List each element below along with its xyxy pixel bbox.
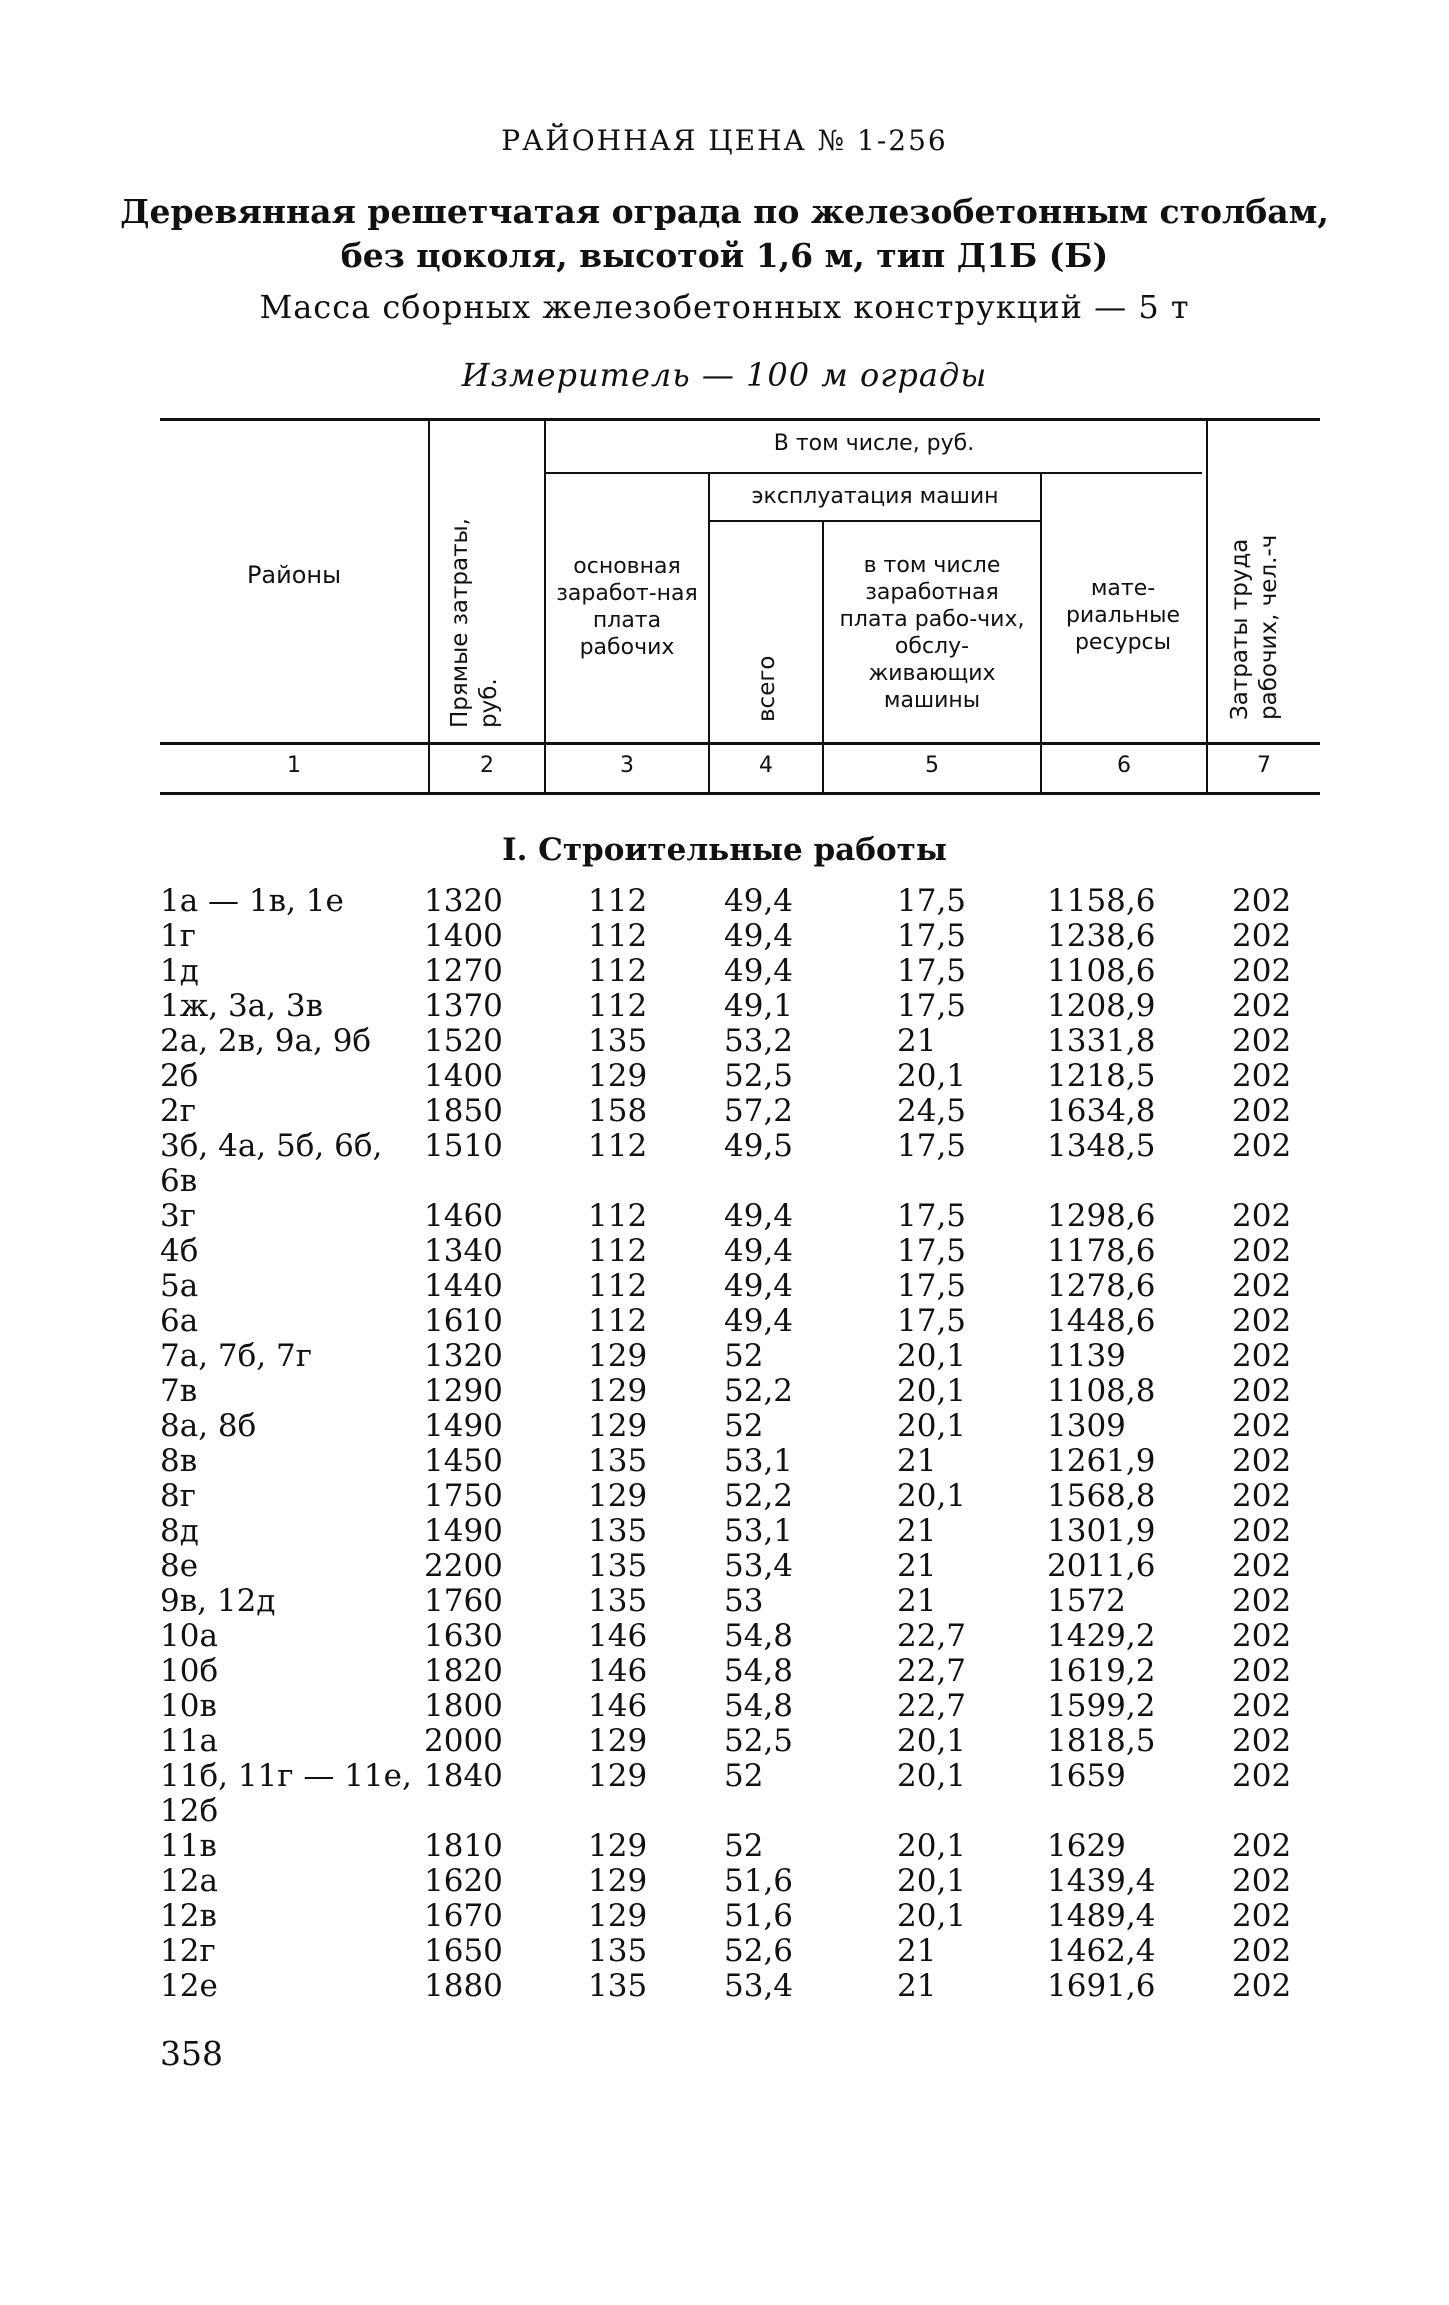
cell-base-wage: 135 — [588, 1933, 648, 1969]
cell-machine-wage: 17,5 — [897, 1233, 967, 1269]
table-row — [0, 1619, 1449, 1654]
cell-district: 11а — [160, 1723, 218, 1759]
table-row — [0, 1864, 1449, 1899]
cell-base-wage: 135 — [588, 1023, 648, 1059]
table-row — [0, 1758, 1449, 1829]
cell-labor: 202 — [1232, 1548, 1292, 1584]
cell-materials: 1208,9 — [1047, 988, 1156, 1024]
cell-machines-total: 49,5 — [724, 1128, 794, 1164]
table-row — [0, 1128, 1449, 1199]
header-mid-rule — [160, 742, 1320, 745]
table-row — [0, 1304, 1449, 1339]
machines-rule — [710, 520, 1040, 522]
cell-base-wage: 135 — [588, 1968, 648, 2004]
cell-direct-costs: 1320 — [424, 1338, 503, 1374]
cell-direct-costs: 1670 — [424, 1898, 503, 1934]
table-row — [0, 1584, 1449, 1619]
cell-direct-costs: 1290 — [424, 1373, 503, 1409]
table-row — [0, 1689, 1449, 1724]
cell-labor: 202 — [1232, 1968, 1292, 2004]
column-number-6: 6 — [1117, 753, 1131, 778]
cell-direct-costs: 1370 — [424, 988, 503, 1024]
cell-labor: 202 — [1232, 1618, 1292, 1654]
cell-base-wage: 129 — [588, 1723, 648, 1759]
table-row — [0, 1514, 1449, 1549]
table-row — [0, 1934, 1449, 1969]
header-machine-wage: в том числе заработная плата рабо-чих, обслу-живающих машины — [839, 553, 1025, 713]
title-line-2: без цоколя, высотой 1,6 м, тип Д1Б (Б) — [340, 236, 1109, 275]
cell-direct-costs: 1460 — [424, 1198, 503, 1234]
cell-machine-wage: 20,1 — [897, 1478, 967, 1514]
cell-labor: 202 — [1232, 1093, 1292, 1129]
cell-machines-total: 53 — [724, 1583, 764, 1619]
column-number-1: 1 — [287, 753, 301, 778]
cell-machine-wage: 21 — [897, 1023, 937, 1059]
cell-labor: 202 — [1232, 1583, 1292, 1619]
measure-note: Измеритель — 100 м ограды — [461, 356, 988, 394]
cell-machines-total: 49,4 — [724, 883, 794, 919]
cell-machine-wage: 20,1 — [897, 1408, 967, 1444]
cell-district-continued: 12б — [160, 1793, 219, 1829]
cell-base-wage: 112 — [588, 953, 648, 989]
cell-materials: 1659 — [1047, 1758, 1126, 1794]
cell-base-wage: 112 — [588, 1198, 648, 1234]
price-heading: РАЙОННАЯ ЦЕНА № 1-256 — [501, 124, 948, 157]
cell-direct-costs: 1490 — [424, 1408, 503, 1444]
cell-machines-total: 51,6 — [724, 1898, 794, 1934]
cell-machine-wage: 22,7 — [897, 1618, 967, 1654]
cell-base-wage: 135 — [588, 1583, 648, 1619]
table-row — [0, 1549, 1449, 1584]
cell-machines-total: 54,8 — [724, 1653, 794, 1689]
cell-direct-costs: 1440 — [424, 1268, 503, 1304]
cell-labor: 202 — [1232, 1198, 1292, 1234]
page-title — [0, 190, 1449, 278]
cell-district: 1г — [160, 918, 196, 954]
table-row — [0, 1374, 1449, 1409]
cell-district: 5а — [160, 1268, 199, 1304]
cell-machine-wage: 20,1 — [897, 1898, 967, 1934]
table-row — [0, 1969, 1449, 2004]
cell-district-continued: 6в — [160, 1163, 198, 1199]
cell-materials: 1278,6 — [1047, 1268, 1156, 1304]
cell-materials: 1218,5 — [1047, 1058, 1156, 1094]
cell-machines-total: 49,4 — [724, 1303, 794, 1339]
cell-machine-wage: 21 — [897, 1968, 937, 2004]
cell-labor: 202 — [1232, 1513, 1292, 1549]
cell-base-wage: 135 — [588, 1513, 648, 1549]
cell-direct-costs: 1400 — [424, 918, 503, 954]
cell-materials: 1139 — [1047, 1338, 1126, 1374]
section-title: I. Строительные работы — [502, 832, 947, 868]
cell-materials: 1568,8 — [1047, 1478, 1156, 1514]
cell-machine-wage: 24,5 — [897, 1093, 967, 1129]
divider-1 — [428, 420, 430, 792]
cell-labor: 202 — [1232, 988, 1292, 1024]
cell-machines-total: 51,6 — [724, 1863, 794, 1899]
cell-labor: 202 — [1232, 1933, 1292, 1969]
cell-district: 11б, 11г — 11е, — [160, 1758, 412, 1794]
cell-materials: 1429,2 — [1047, 1618, 1156, 1654]
cell-district: 2г — [160, 1093, 196, 1129]
header-group: В том числе, руб. — [773, 431, 975, 456]
cell-direct-costs: 1880 — [424, 1968, 503, 2004]
cell-direct-costs: 1650 — [424, 1933, 503, 1969]
cell-materials: 1301,9 — [1047, 1513, 1156, 1549]
cell-base-wage: 112 — [588, 1128, 648, 1164]
header-machines-total: всего — [754, 655, 780, 722]
cell-base-wage: 129 — [588, 1408, 648, 1444]
cell-district: 4б — [160, 1233, 199, 1269]
cell-base-wage: 129 — [588, 1478, 648, 1514]
cell-direct-costs: 1810 — [424, 1828, 503, 1864]
cell-district: 10в — [160, 1688, 217, 1724]
cell-machines-total: 49,1 — [724, 988, 794, 1024]
divider-5 — [1040, 474, 1042, 792]
cell-district: 7в — [160, 1373, 198, 1409]
cell-machines-total: 49,4 — [724, 1233, 794, 1269]
cell-machine-wage: 20,1 — [897, 1058, 967, 1094]
group-rule — [546, 472, 1202, 474]
cell-machines-total: 53,1 — [724, 1443, 794, 1479]
table-row — [0, 1199, 1449, 1234]
cell-labor: 202 — [1232, 1408, 1292, 1444]
cell-machines-total: 52,2 — [724, 1373, 794, 1409]
cell-machine-wage: 20,1 — [897, 1828, 967, 1864]
cell-base-wage: 129 — [588, 1338, 648, 1374]
cell-district: 12в — [160, 1898, 217, 1934]
cell-machine-wage: 21 — [897, 1443, 937, 1479]
cell-labor: 202 — [1232, 1758, 1292, 1794]
cell-machine-wage: 21 — [897, 1513, 937, 1549]
cell-labor: 202 — [1232, 1023, 1292, 1059]
cell-labor: 202 — [1232, 1233, 1292, 1269]
header-bottom-rule — [160, 792, 1320, 795]
cell-district: 1ж, 3а, 3в — [160, 988, 324, 1024]
cell-machines-total: 49,4 — [724, 918, 794, 954]
cell-base-wage: 129 — [588, 1758, 648, 1794]
cell-direct-costs: 1820 — [424, 1653, 503, 1689]
cell-base-wage: 135 — [588, 1443, 648, 1479]
cell-labor: 202 — [1232, 1303, 1292, 1339]
cell-machine-wage: 20,1 — [897, 1863, 967, 1899]
cell-labor: 202 — [1232, 953, 1292, 989]
cell-materials: 1634,8 — [1047, 1093, 1156, 1129]
header-machines: эксплуатация машин — [751, 484, 999, 509]
cell-district: 10а — [160, 1618, 218, 1654]
cell-materials: 1599,2 — [1047, 1688, 1156, 1724]
cell-base-wage: 129 — [588, 1863, 648, 1899]
table-row — [0, 919, 1449, 954]
cell-machine-wage: 21 — [897, 1548, 937, 1584]
cell-base-wage: 135 — [588, 1548, 648, 1584]
cell-direct-costs: 1620 — [424, 1863, 503, 1899]
cell-labor: 202 — [1232, 1058, 1292, 1094]
header-labor: Затраты труда рабочих, чел.-ч — [1227, 534, 1282, 720]
cell-machine-wage: 17,5 — [897, 988, 967, 1024]
cell-machines-total: 52,5 — [724, 1723, 794, 1759]
cell-district: 8в — [160, 1443, 198, 1479]
cell-direct-costs: 1340 — [424, 1233, 503, 1269]
cell-base-wage: 129 — [588, 1058, 648, 1094]
cell-machines-total: 52,6 — [724, 1933, 794, 1969]
cell-district: 9в, 12д — [160, 1583, 276, 1619]
header-top-rule — [160, 418, 1320, 421]
cell-materials: 1298,6 — [1047, 1198, 1156, 1234]
cell-district: 2а, 2в, 9а, 9б — [160, 1023, 372, 1059]
table-row — [0, 1444, 1449, 1479]
cell-base-wage: 112 — [588, 1233, 648, 1269]
cell-district: 8г — [160, 1478, 196, 1514]
header-direct-costs: Прямые затраты, руб. — [447, 518, 502, 728]
cell-machines-total: 57,2 — [724, 1093, 794, 1129]
divider-3 — [708, 474, 710, 792]
cell-labor: 202 — [1232, 1478, 1292, 1514]
mass-note: Масса сборных железобетонных конструкций — 5 т — [259, 288, 1190, 326]
cell-machines-total: 52 — [724, 1408, 764, 1444]
cell-labor: 202 — [1232, 1653, 1292, 1689]
cell-labor: 202 — [1232, 1723, 1292, 1759]
cell-labor: 202 — [1232, 1828, 1292, 1864]
table-row — [0, 1409, 1449, 1444]
cell-machine-wage: 20,1 — [897, 1373, 967, 1409]
cell-machines-total: 52 — [724, 1758, 764, 1794]
cell-district: 8д — [160, 1513, 199, 1549]
column-number-5: 5 — [925, 753, 939, 778]
cell-base-wage: 112 — [588, 1268, 648, 1304]
cell-district: 6а — [160, 1303, 199, 1339]
cell-machine-wage: 17,5 — [897, 918, 967, 954]
cell-district: 11в — [160, 1828, 217, 1864]
cell-materials: 1818,5 — [1047, 1723, 1156, 1759]
cell-base-wage: 112 — [588, 1303, 648, 1339]
cell-machines-total: 49,4 — [724, 1198, 794, 1234]
cell-materials: 1619,2 — [1047, 1653, 1156, 1689]
cell-machines-total: 52 — [724, 1338, 764, 1374]
table-row — [0, 989, 1449, 1024]
cell-labor: 202 — [1232, 1268, 1292, 1304]
table-row — [0, 1829, 1449, 1864]
cell-base-wage: 129 — [588, 1373, 648, 1409]
cell-materials: 1238,6 — [1047, 918, 1156, 954]
header-base-wage: основная заработ-ная плата рабочих — [556, 554, 698, 660]
cell-base-wage: 129 — [588, 1898, 648, 1934]
column-number-4: 4 — [759, 753, 773, 778]
cell-direct-costs: 2200 — [424, 1548, 503, 1584]
cell-machines-total: 49,4 — [724, 1268, 794, 1304]
cell-district: 1д — [160, 953, 199, 989]
cell-base-wage: 112 — [588, 988, 648, 1024]
cell-direct-costs: 1800 — [424, 1688, 503, 1724]
cell-machines-total: 52,2 — [724, 1478, 794, 1514]
cell-base-wage: 112 — [588, 918, 648, 954]
cell-labor: 202 — [1232, 1338, 1292, 1374]
cell-direct-costs: 1490 — [424, 1513, 503, 1549]
cell-materials: 1261,9 — [1047, 1443, 1156, 1479]
cell-direct-costs: 1630 — [424, 1618, 503, 1654]
cell-district: 3г — [160, 1198, 196, 1234]
divider-6 — [1206, 420, 1208, 792]
cell-direct-costs: 1510 — [424, 1128, 503, 1164]
cell-base-wage: 146 — [588, 1618, 648, 1654]
cell-materials: 1178,6 — [1047, 1233, 1156, 1269]
table-row — [0, 1094, 1449, 1129]
cell-machines-total: 53,4 — [724, 1968, 794, 2004]
cell-direct-costs: 2000 — [424, 1723, 503, 1759]
header-materials: мате-риальные ресурсы — [1065, 576, 1181, 655]
cell-machine-wage: 17,5 — [897, 953, 967, 989]
cell-district: 7а, 7б, 7г — [160, 1338, 312, 1374]
cell-district: 2б — [160, 1058, 199, 1094]
title-line-1: Деревянная решетчатая ограда по железобетонным столбам, — [120, 192, 1329, 231]
cell-machines-total: 52,5 — [724, 1058, 794, 1094]
cell-direct-costs: 1520 — [424, 1023, 503, 1059]
cell-direct-costs: 1760 — [424, 1583, 503, 1619]
table-row — [0, 1339, 1449, 1374]
cell-district: 10б — [160, 1653, 219, 1689]
page-number: 358 — [160, 2034, 223, 2073]
table-row — [0, 884, 1449, 919]
table-row — [0, 1059, 1449, 1094]
cell-labor: 202 — [1232, 918, 1292, 954]
table-row — [0, 1654, 1449, 1689]
cell-base-wage: 146 — [588, 1653, 648, 1689]
cell-district: 12г — [160, 1933, 216, 1969]
cell-labor: 202 — [1232, 1863, 1292, 1899]
cell-materials: 1462,4 — [1047, 1933, 1156, 1969]
cell-labor: 202 — [1232, 1688, 1292, 1724]
table-row — [0, 1269, 1449, 1304]
table-row — [0, 1899, 1449, 1934]
cell-machine-wage: 22,7 — [897, 1688, 967, 1724]
column-number-2: 2 — [480, 753, 494, 778]
cell-direct-costs: 1750 — [424, 1478, 503, 1514]
cell-direct-costs: 1610 — [424, 1303, 503, 1339]
cell-direct-costs: 1400 — [424, 1058, 503, 1094]
cell-materials: 2011,6 — [1047, 1548, 1156, 1584]
cell-labor: 202 — [1232, 1373, 1292, 1409]
cell-district: 12е — [160, 1968, 218, 2004]
divider-4 — [822, 522, 824, 792]
cell-materials: 1629 — [1047, 1828, 1126, 1864]
cell-base-wage: 129 — [588, 1828, 648, 1864]
cell-machines-total: 53,4 — [724, 1548, 794, 1584]
cell-materials: 1448,6 — [1047, 1303, 1156, 1339]
table-row — [0, 1479, 1449, 1514]
table-row — [0, 1024, 1449, 1059]
cell-materials: 1108,8 — [1047, 1373, 1156, 1409]
cell-machine-wage: 17,5 — [897, 1303, 967, 1339]
cell-machines-total: 53,2 — [724, 1023, 794, 1059]
cell-labor: 202 — [1232, 883, 1292, 919]
cell-base-wage: 146 — [588, 1688, 648, 1724]
column-number-3: 3 — [620, 753, 634, 778]
cell-machine-wage: 21 — [897, 1933, 937, 1969]
cell-base-wage: 158 — [588, 1093, 648, 1129]
cell-materials: 1108,6 — [1047, 953, 1156, 989]
cell-direct-costs: 1270 — [424, 953, 503, 989]
table-row — [0, 954, 1449, 989]
cell-materials: 1691,6 — [1047, 1968, 1156, 2004]
cell-materials: 1331,8 — [1047, 1023, 1156, 1059]
cell-machine-wage: 17,5 — [897, 1268, 967, 1304]
cell-materials: 1309 — [1047, 1408, 1126, 1444]
cell-machine-wage: 20,1 — [897, 1723, 967, 1759]
cell-machine-wage: 17,5 — [897, 1128, 967, 1164]
cell-machine-wage: 17,5 — [897, 1198, 967, 1234]
divider-2 — [544, 420, 546, 792]
cell-materials: 1439,4 — [1047, 1863, 1156, 1899]
cell-materials: 1572 — [1047, 1583, 1126, 1619]
cell-district: 12а — [160, 1863, 218, 1899]
table-row — [0, 1234, 1449, 1269]
cell-direct-costs: 1450 — [424, 1443, 503, 1479]
cell-materials: 1348,5 — [1047, 1128, 1156, 1164]
cell-materials: 1158,6 — [1047, 883, 1156, 919]
cell-district: 1а — 1в, 1е — [160, 883, 344, 919]
cell-machines-total: 52 — [724, 1828, 764, 1864]
cell-direct-costs: 1840 — [424, 1758, 503, 1794]
cell-machine-wage: 20,1 — [897, 1758, 967, 1794]
header-districts: Районы — [246, 561, 342, 589]
column-number-7: 7 — [1257, 753, 1271, 778]
cell-district: 8е — [160, 1548, 199, 1584]
cell-machine-wage: 22,7 — [897, 1653, 967, 1689]
table-row — [0, 1724, 1449, 1759]
cell-machine-wage: 20,1 — [897, 1338, 967, 1374]
cell-machine-wage: 21 — [897, 1583, 937, 1619]
cell-district: 3б, 4а, 5б, 6б, — [160, 1128, 383, 1164]
cell-district: 8а, 8б — [160, 1408, 257, 1444]
cell-direct-costs: 1850 — [424, 1093, 503, 1129]
cell-labor: 202 — [1232, 1128, 1292, 1164]
cell-machines-total: 54,8 — [724, 1618, 794, 1654]
cell-direct-costs: 1320 — [424, 883, 503, 919]
cell-machines-total: 53,1 — [724, 1513, 794, 1549]
cell-machines-total: 49,4 — [724, 953, 794, 989]
cell-base-wage: 112 — [588, 883, 648, 919]
cell-labor: 202 — [1232, 1898, 1292, 1934]
cell-machines-total: 54,8 — [724, 1688, 794, 1724]
cell-machine-wage: 17,5 — [897, 883, 967, 919]
cell-materials: 1489,4 — [1047, 1898, 1156, 1934]
cell-labor: 202 — [1232, 1443, 1292, 1479]
